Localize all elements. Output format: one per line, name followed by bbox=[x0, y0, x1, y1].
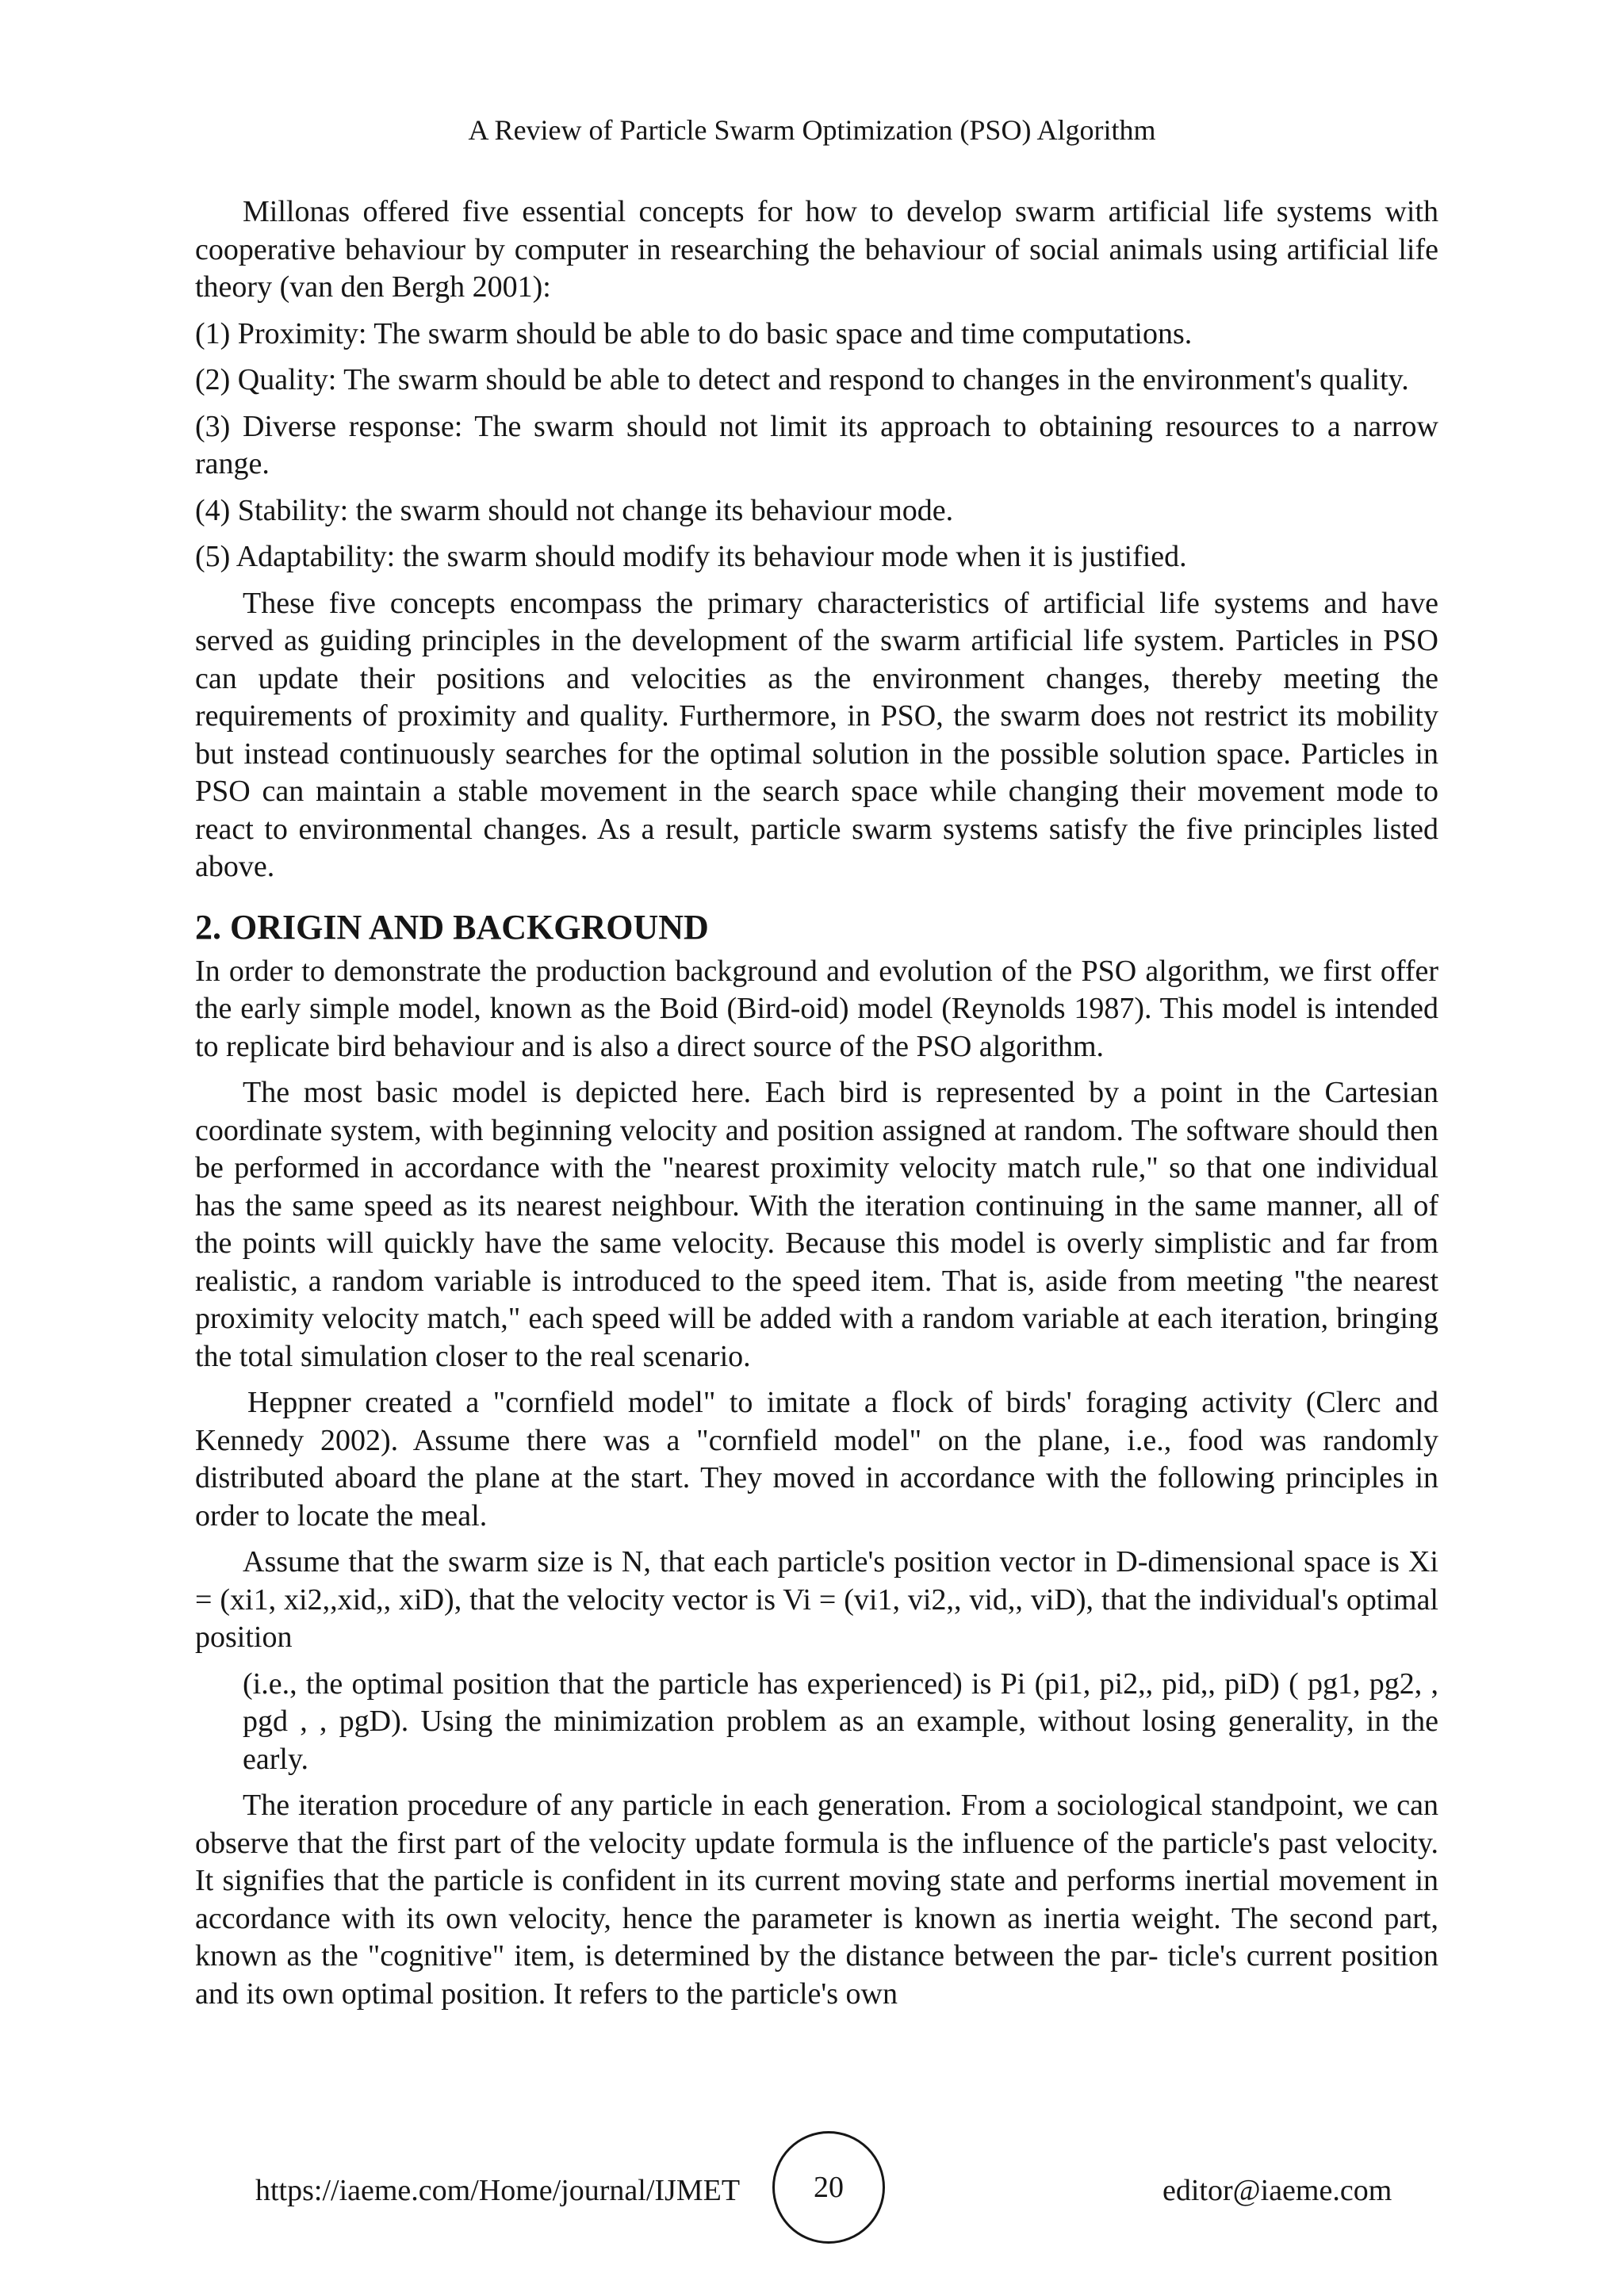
editor-email-link[interactable]: editor@iaeme.com bbox=[1162, 2174, 1392, 2207]
concepts-summary-paragraph: These five concepts encompass the primary characteristics of artificial life systems and have served as guiding principles in the development of the swarm artificial life system. Particles in PSO can update their positions and velocities as the environment changes, thereby meeting the requirements of proximity and quality. Furthermore, in PSO, the swarm does not restrict its mobility but instead continuously searches for the optimal solution in the possible solution space. Particles in PSO can maintain a stable movement in the search space while changing their movement mode to react to environmental changes. As a result, particle swarm systems satisfy the five principles listed above. bbox=[195, 586, 1438, 883]
section-paragraph: Heppner created a "cornfield model" to imitate a flock of birds' foraging activity (Clerc and Kennedy 2002). Assume there was a "cornfield model" on the plane, i.e., food was randomly distributed aboard the plane at the start. They moved in accordance with the following principles in order to locate the meal. bbox=[195, 1386, 1438, 1533]
journal-url-link[interactable]: https://iaeme.com/Home/journal/IJMET bbox=[255, 2174, 741, 2207]
concept-item-quality: (2) Quality: The swarm should be able to detect and respond to changes in the environment's quality. bbox=[195, 363, 1409, 396]
section-heading: 2. ORIGIN AND BACKGROUND bbox=[195, 907, 709, 947]
intro-paragraph: Millonas offered five essential concepts for how to develop swarm artificial life systems with cooperative behaviour by computer in researching the behaviour of social animals using artificial life theory (van den Bergh 2001): bbox=[195, 195, 1438, 304]
concept-item-stability: (4) Stability: the swarm should not change its behaviour mode. bbox=[195, 493, 954, 527]
page-footer bbox=[0, 2131, 1624, 2250]
concept-item-proximity: (1) Proximity: The swarm should be able to do basic space and time computations. bbox=[195, 316, 1193, 350]
section-paragraph: The iteration procedure of any particle in each generation. From a sociological standpoint, we can observe that the first part of the velocity update formula is the influence of the particle's past velocity. It signifies that the particle is confident in its current moving state and performs inertial movement in accordance with its own velocity, hence the parameter is known as inertia weight. The second part, known as the "cognitive" item, is determined by the distance between the par- ticle's current position and its own optimal position. It refers to the particle's own bbox=[195, 1789, 1438, 2011]
concept-item-diverse-response: (3) Diverse response: The swarm should not limit its approach to obtaining resources to a narrow range. bbox=[195, 409, 1438, 480]
section-paragraph: In order to demonstrate the production background and evolution of the PSO algorithm, we first offer the early simple model, known as the Boid (Bird-oid) model (Reynolds 1987). This model is intended to replicate bird behaviour and is also a direct source of the PSO algorithm. bbox=[195, 954, 1438, 1063]
concept-item-adaptability: (5) Adaptability: the swarm should modify its behaviour mode when it is justified. bbox=[195, 540, 1187, 573]
section-paragraph: Assume that the swarm size is N, that each particle's position vector in D-dimensional space is Xi = (xi1, xi2,,xid,, xiD), that the velocity vector is Vi = (vi1, vi2,, vid,, viD), that the individual's optimal position bbox=[195, 1545, 1438, 1654]
article-body bbox=[195, 193, 1438, 2022]
section-paragraph: The most basic model is depicted here. Each bird is represented by a point in the Cartesian coordinate system, with beginning velocity and position assigned at random. The software should then be performed in accordance with the "nearest proximity velocity match rule," so that one individual has the same speed as its nearest neighbour. With the iteration continuing in the same manner, all of the points will quickly have the same velocity. Because this model is overly simplistic and far from realistic, a random variable is introduced to the speed item. That is, aside from meeting "the nearest proximity velocity match," each speed will be added with a random variable at each iteration, bringing the total simulation closer to the real scenario. bbox=[195, 1076, 1438, 1373]
running-header: A Review of Particle Swarm Optimization (PSO) Algorithm bbox=[468, 114, 1156, 146]
page-number-badge bbox=[772, 2131, 885, 2244]
page-number: 20 bbox=[814, 2171, 844, 2204]
section-paragraph: (i.e., the optimal position that the particle has experienced) is Pi (pi1, pi2,, pid,, piD) ( pg1, pg2, , pgd , , pgD). Using the minimization problem as an example, without losing generality, in the early. bbox=[243, 1667, 1438, 1776]
